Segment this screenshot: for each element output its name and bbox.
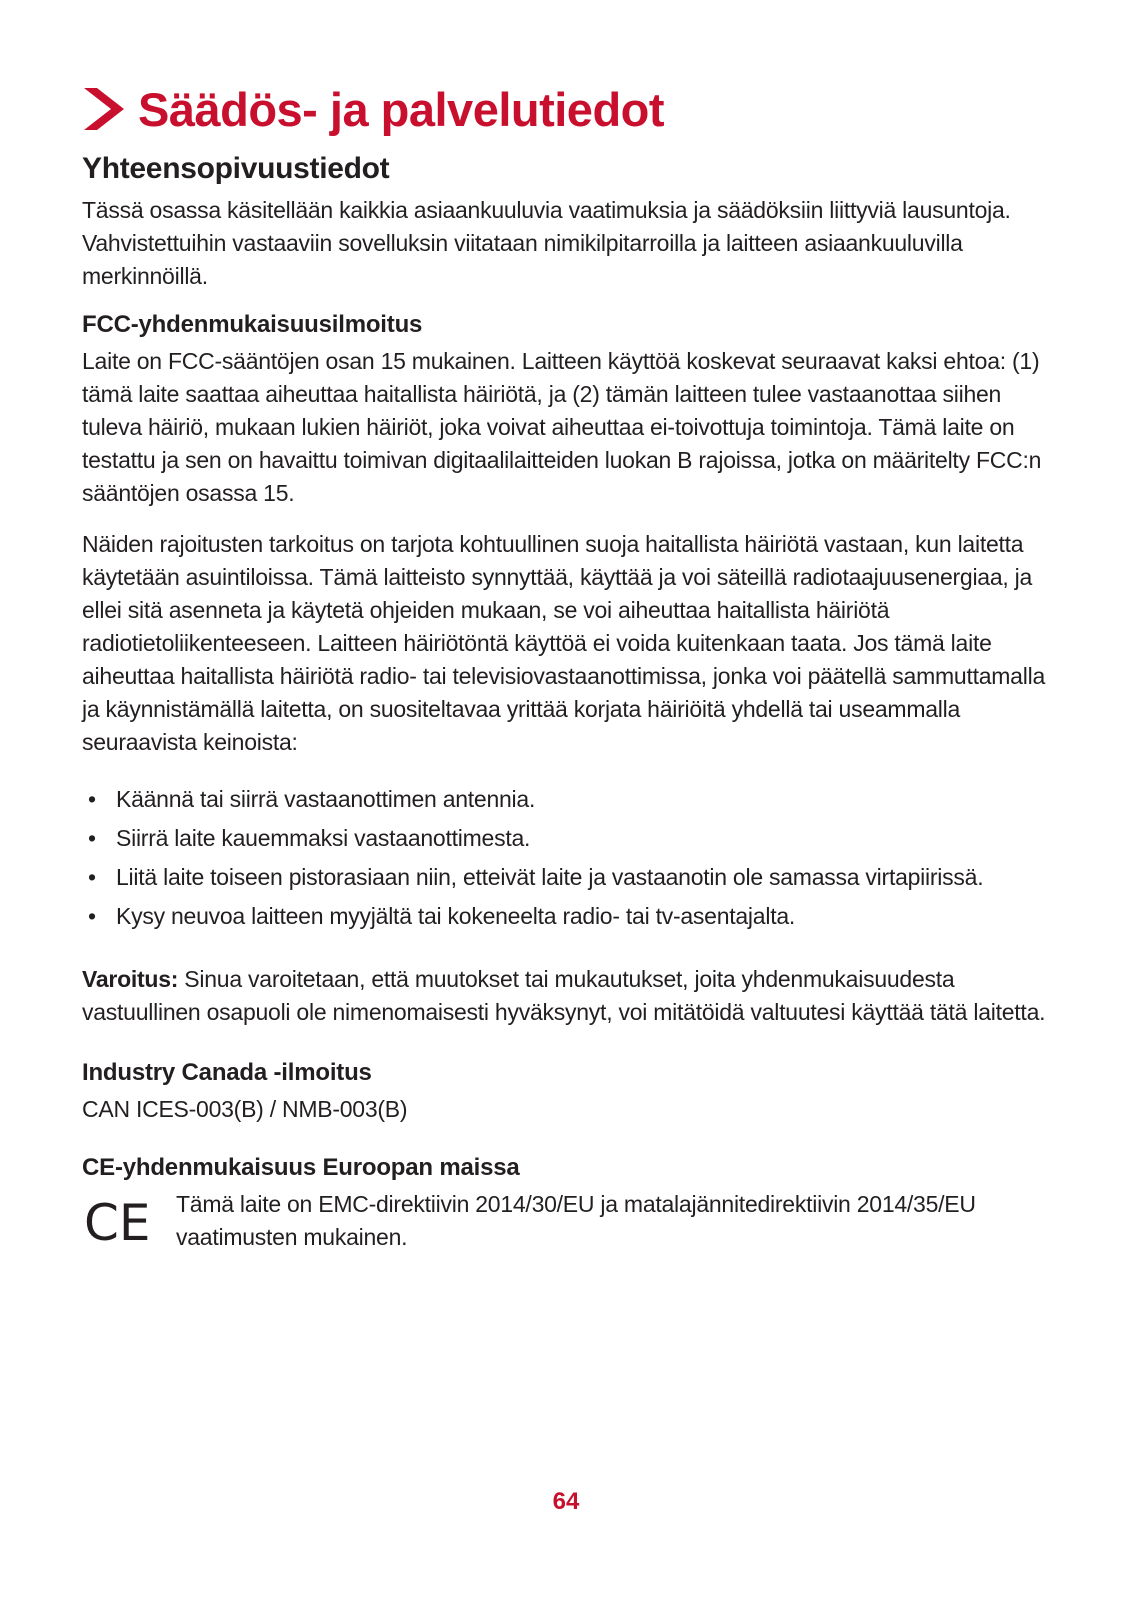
warning-text: Sinua varoitetaan, että muutokset tai mukautukset, joita yhdenmukaisuudesta vastuullinen osapuoli ole nimenomaisesti hyväksynyt, voi mitätöidä valtuutesi käyttää tätä laitetta. xyxy=(82,966,1046,1025)
bullet-icon: • xyxy=(88,825,96,851)
page-title: Säädös- ja palvelutiedot xyxy=(138,82,665,136)
warning-label: Varoitus: xyxy=(82,966,179,992)
ce-text: Tämä laite on EMC-direktiivin 2014/30/EU ja matalajännitedirektiivin 2014/35/EU vaatimusten mukainen. xyxy=(176,1191,976,1250)
list-item: • Käännä tai siirrä vastaanottimen antennia. xyxy=(82,783,1057,816)
canada-text: CAN ICES-003(B) / NMB-003(B) xyxy=(82,1096,408,1122)
fcc-bullet-list xyxy=(82,783,1057,933)
bullet-icon: • xyxy=(88,864,96,890)
list-item: • Kysy neuvoa laitteen myyjältä tai kokeneelta radio- tai tv-asentajalta. xyxy=(82,900,1057,933)
bullet-icon: • xyxy=(88,786,96,812)
list-item: • Siirrä laite kauemmaksi vastaanottimesta. xyxy=(82,822,1057,855)
bullet-icon: • xyxy=(88,903,96,929)
list-item: • Liitä laite toiseen pistorasiaan niin, etteivät laite ja vastaanotin ole samassa virtapiirissä. xyxy=(82,861,1057,894)
ce-mark-icon xyxy=(84,1196,154,1246)
page-content xyxy=(82,78,1057,1254)
canada-heading: Industry Canada -ilmoitus xyxy=(82,1059,372,1086)
compat-heading: Yhteensopivuustiedot xyxy=(82,152,390,185)
fcc-paragraph-1: Laite on FCC-sääntöjen osan 15 mukainen. Laitteen käyttöä koskevat seuraavat kaksi ehtoa: (1) tämä laite saattaa aiheuttaa haitallista häiriötä, ja (2) tämän laitteen tulee vastaanottaa siihen tuleva häiriö, mukaan lukien häiriöt, joka voivat aiheuttaa ei-toivottuja toimintoja. Tämä laite on testattu ja sen on havaittu toimivan digitaalilaitteiden luokan B rajoissa, jotka on määritelty FCC:n sääntöjen osassa 15. xyxy=(82,348,1042,506)
title-row xyxy=(82,78,1057,140)
compat-text: Tässä osassa käsitellään kaikkia asiaankuuluvia vaatimuksia ja säädöksiin liittyviä lausuntoja. Vahvistettuihin vastaaviin sovelluksin viitataan nimikilpitarroilla ja laitteen asiaankuuluvilla merkinnöillä. xyxy=(82,197,1011,289)
ce-mark-text: CE xyxy=(84,1196,151,1246)
ce-heading: CE-yhdenmukaisuus Euroopan maissa xyxy=(82,1154,520,1181)
fcc-paragraph-2: Näiden rajoitusten tarkoitus on tarjota kohtuullinen suoja haitallista häiriötä vastaan, kun laitetta käytetään asuintiloissa. Tämä laitteisto synnyttää, käyttää ja voi säteillä radiotaajuusenergiaa, ja ellei sitä asenneta ja käytetä ohjeiden mukaan, se voi aiheuttaa haitallista häiriötä radiotietoliikenteeseen. Laitteen häiriötöntä käyttöä ei voida kuitenkaan taata. Jos tämä laite aiheuttaa haitallista häiriötä radio- tai televisiovastaanottimissa, jonka voi päätellä sammuttamalla ja käynnistämällä laitetta, on suositeltavaa yrittää korjata häiriöitä yhdellä tai useammalla seuraavista keinoista: xyxy=(82,531,1045,755)
fcc-warning xyxy=(82,963,1057,1029)
chevron-right-icon xyxy=(82,85,126,133)
page-number: 64 xyxy=(552,1488,580,1515)
ce-row xyxy=(82,1188,1057,1254)
fcc-heading: FCC-yhdenmukaisuusilmoitus xyxy=(82,311,423,338)
